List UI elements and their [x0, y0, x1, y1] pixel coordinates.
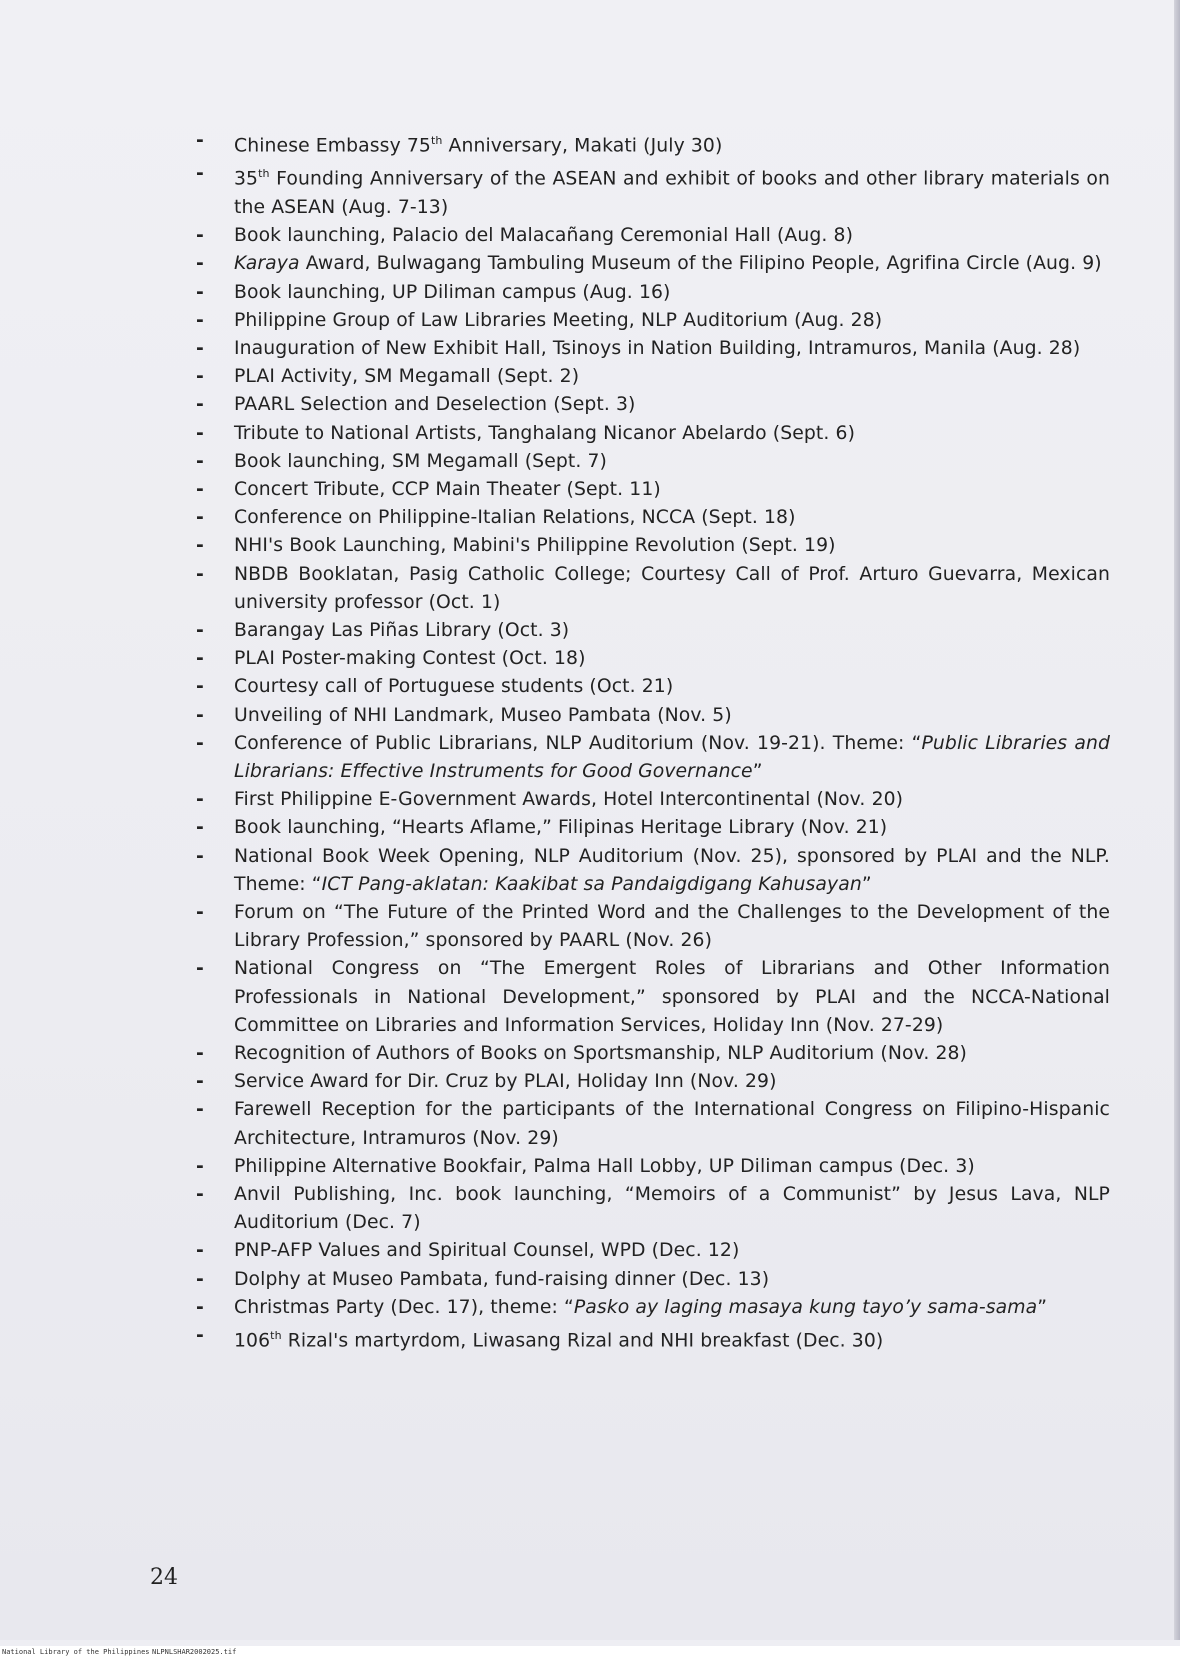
- list-item-text: [234, 1096, 1110, 1152]
- event-list: [192, 127, 1110, 1356]
- text-run: Book launching, SM Megamall (Sept. 7): [234, 450, 607, 472]
- text-run: Book launching, UP Diliman campus (Aug. 16): [234, 281, 671, 303]
- text-run: Recognition of Authors of Books on Sportsmanship, NLP Auditorium (Nov. 28): [234, 1043, 967, 1065]
- italic-text: Pasko ay laging masaya kung tayo’y sama-sama: [573, 1296, 1038, 1318]
- list-item: [192, 730, 1110, 786]
- list-item: [192, 363, 1110, 391]
- list-item-text: [234, 617, 1110, 645]
- list-item: [192, 1266, 1110, 1294]
- list-item-text: [234, 448, 1110, 476]
- list-item: [192, 391, 1110, 419]
- list-item: [192, 673, 1110, 701]
- list-item: [192, 1322, 1110, 1355]
- list-item-text: [234, 786, 1110, 814]
- text-run: 106: [234, 1330, 271, 1352]
- list-item: [192, 279, 1110, 307]
- list-item: [192, 645, 1110, 673]
- text-run: NHI's Book Launching, Mabini's Philippine Revolution (Sept. 19): [234, 535, 836, 557]
- superscript: th: [270, 1329, 282, 1343]
- list-item-text: [234, 307, 1110, 335]
- text-run: 35: [234, 168, 259, 190]
- list-item: [192, 222, 1110, 250]
- list-item: [192, 1153, 1110, 1181]
- list-item-text: [234, 279, 1110, 307]
- text-run: Christmas Party (Dec. 17), theme: “: [234, 1296, 574, 1318]
- list-item: [192, 504, 1110, 532]
- text-run: ”: [1037, 1296, 1048, 1318]
- list-item-text: [234, 1294, 1110, 1322]
- list-item-text: [234, 363, 1110, 391]
- list-item-text: [234, 476, 1110, 504]
- text-run: Anvil Publishing, Inc. book launching, “Memoirs of a Communist” by Jesus Lava, NLP Auditorium (Dec. 7): [234, 1184, 1110, 1234]
- list-item: [192, 1096, 1110, 1152]
- list-item: [192, 1237, 1110, 1265]
- text-run: PNP-AFP Values and Spiritual Counsel, WPD (Dec. 12): [234, 1240, 740, 1262]
- text-run: Farewell Reception for the participants of the International Congress on Filipino-Hispanic Architecture, Intramuros (Nov. 29): [234, 1099, 1110, 1149]
- text-run: ”: [861, 873, 872, 895]
- list-item: [192, 1068, 1110, 1096]
- list-item: [192, 1181, 1110, 1237]
- list-item-text: [234, 250, 1110, 278]
- text-run: Barangay Las Piñas Library (Oct. 3): [234, 619, 570, 641]
- scan-footer: [0, 1646, 1180, 1658]
- list-item-text: [234, 645, 1110, 673]
- text-run: Tribute to National Artists, Tanghalang Nicanor Abelardo (Sept. 6): [234, 422, 855, 444]
- italic-text: Karaya: [234, 253, 300, 275]
- text-run: Conference on Philippine-Italian Relations, NCCA (Sept. 18): [234, 507, 796, 529]
- superscript: th: [258, 167, 270, 181]
- list-item-text: [234, 222, 1110, 250]
- list-item: [192, 448, 1110, 476]
- list-item: [192, 335, 1110, 363]
- list-item-text: [234, 1237, 1110, 1265]
- text-run: Dolphy at Museo Pambata, fund-raising dinner (Dec. 13): [234, 1268, 770, 1290]
- list-item-text: [234, 899, 1110, 955]
- list-item-text: [234, 420, 1110, 448]
- list-item-text: [234, 1266, 1110, 1294]
- text-run: Anniversary, Makati (July 30): [442, 135, 723, 157]
- list-item: [192, 1294, 1110, 1322]
- text-run: Unveiling of NHI Landmark, Museo Pambata (Nov. 5): [234, 704, 732, 726]
- page-edge-shadow: [1174, 0, 1180, 1640]
- list-item-text: [234, 561, 1110, 617]
- text-run: Philippine Alternative Bookfair, Palma Hall Lobby, UP Diliman campus (Dec. 3): [234, 1155, 975, 1177]
- list-item-text: [234, 335, 1110, 363]
- text-run: National Book Week Opening, NLP Auditorium (Nov. 25), sponsored by PLAI and the NLP. Theme: “: [234, 845, 1110, 895]
- text-run: Rizal's martyrdom, Liwasang Rizal and NHI breakfast (Dec. 30): [281, 1330, 884, 1352]
- list-item: [192, 899, 1110, 955]
- list-item: [192, 160, 1110, 222]
- text-run: Concert Tribute, CCP Main Theater (Sept. 11): [234, 478, 661, 500]
- list-item: [192, 955, 1110, 1040]
- list-item-text: [234, 673, 1110, 701]
- list-item-text: [234, 532, 1110, 560]
- list-item-text: [234, 955, 1110, 1040]
- list-item-text: [234, 814, 1110, 842]
- list-item-text: [234, 702, 1110, 730]
- text-run: Philippine Group of Law Libraries Meeting, NLP Auditorium (Aug. 28): [234, 309, 883, 331]
- list-item-text: [234, 1181, 1110, 1237]
- superscript: th: [430, 134, 443, 147]
- page-number: 24: [150, 1565, 178, 1590]
- list-item-text: [234, 730, 1110, 786]
- list-item-text: [234, 1068, 1110, 1096]
- list-item: [192, 250, 1110, 278]
- text-run: Service Award for Dir. Cruz by PLAI, Holiday Inn (Nov. 29): [234, 1071, 777, 1093]
- italic-text: Public Libraries and Librarians: Effective Instruments for Good Governance: [234, 732, 1110, 782]
- text-run: First Philippine E-Government Awards, Hotel Intercontinental (Nov. 20): [234, 789, 904, 811]
- list-item: [192, 617, 1110, 645]
- text-run: Founding Anniversary of the ASEAN and exhibit of books and other library materials on the ASEAN (Aug. 7-13): [234, 168, 1110, 218]
- text-run: Book launching, Palacio del Malacañang Ceremonial Hall (Aug. 8): [234, 225, 854, 247]
- list-item: [192, 307, 1110, 335]
- list-item: [192, 843, 1110, 899]
- list-item: [192, 786, 1110, 814]
- text-run: Chinese Embassy 75: [234, 135, 431, 157]
- text-run: ”: [752, 761, 763, 782]
- footer-filename: NLPNLSHAR2002025.tif: [152, 1648, 237, 1656]
- list-item-text: [234, 843, 1110, 899]
- list-item: [192, 127, 1110, 160]
- list-item: [192, 420, 1110, 448]
- text-run: Courtesy call of Portuguese students (Oct. 21): [234, 676, 674, 698]
- italic-text: ICT Pang-aklatan: Kaakibat sa Pandaigdigang Kahusayan: [321, 873, 862, 895]
- text-run: National Congress on “The Emergent Roles of Librarians and Other Information Professionals in National Development,” sponsored by PLAI and the NCCA-National Committee on Libraries and Information Services, Holiday Inn (Nov. 27-29): [234, 958, 1110, 1036]
- text-run: NBDB Booklatan, Pasig Catholic College; Courtesy Call of Prof. Arturo Guevarra, Mexican university professor (Oct. 1): [234, 563, 1110, 613]
- list-item: [192, 1040, 1110, 1068]
- list-item-text: [234, 160, 1110, 222]
- list-item: [192, 476, 1110, 504]
- text-run: Inauguration of New Exhibit Hall, Tsinoys in Nation Building, Intramuros, Manila (Aug. 28): [234, 337, 1081, 359]
- text-run: PLAI Poster-making Contest (Oct. 18): [234, 648, 586, 670]
- text-run: Award, Bulwagang Tambuling Museum of the Filipino People, Agrifina Circle (Aug. 9): [299, 253, 1102, 275]
- list-item-text: [234, 127, 1110, 160]
- list-item-text: [234, 1040, 1110, 1068]
- list-item-text: [234, 391, 1110, 419]
- text-run: PAARL Selection and Deselection (Sept. 3): [234, 394, 636, 416]
- list-item: [192, 814, 1110, 842]
- text-run: Book launching, “Hearts Aflame,” Filipinas Heritage Library (Nov. 21): [234, 817, 888, 839]
- list-item: [192, 561, 1110, 617]
- list-item: [192, 532, 1110, 560]
- list-item: [192, 702, 1110, 730]
- footer-source: National Library of the Philippines: [2, 1648, 150, 1656]
- text-run: Forum on “The Future of the Printed Word and the Challenges to the Development of the Library Profession,” sponsored by PAARL (Nov. 26): [234, 902, 1110, 952]
- text-run: PLAI Activity, SM Megamall (Sept. 2): [234, 366, 580, 388]
- list-item-text: [234, 1153, 1110, 1181]
- list-item-text: [234, 1322, 1110, 1355]
- text-run: Conference of Public Librarians, NLP Auditorium (Nov. 19-21). Theme: “: [234, 732, 922, 754]
- list-item-text: [234, 504, 1110, 532]
